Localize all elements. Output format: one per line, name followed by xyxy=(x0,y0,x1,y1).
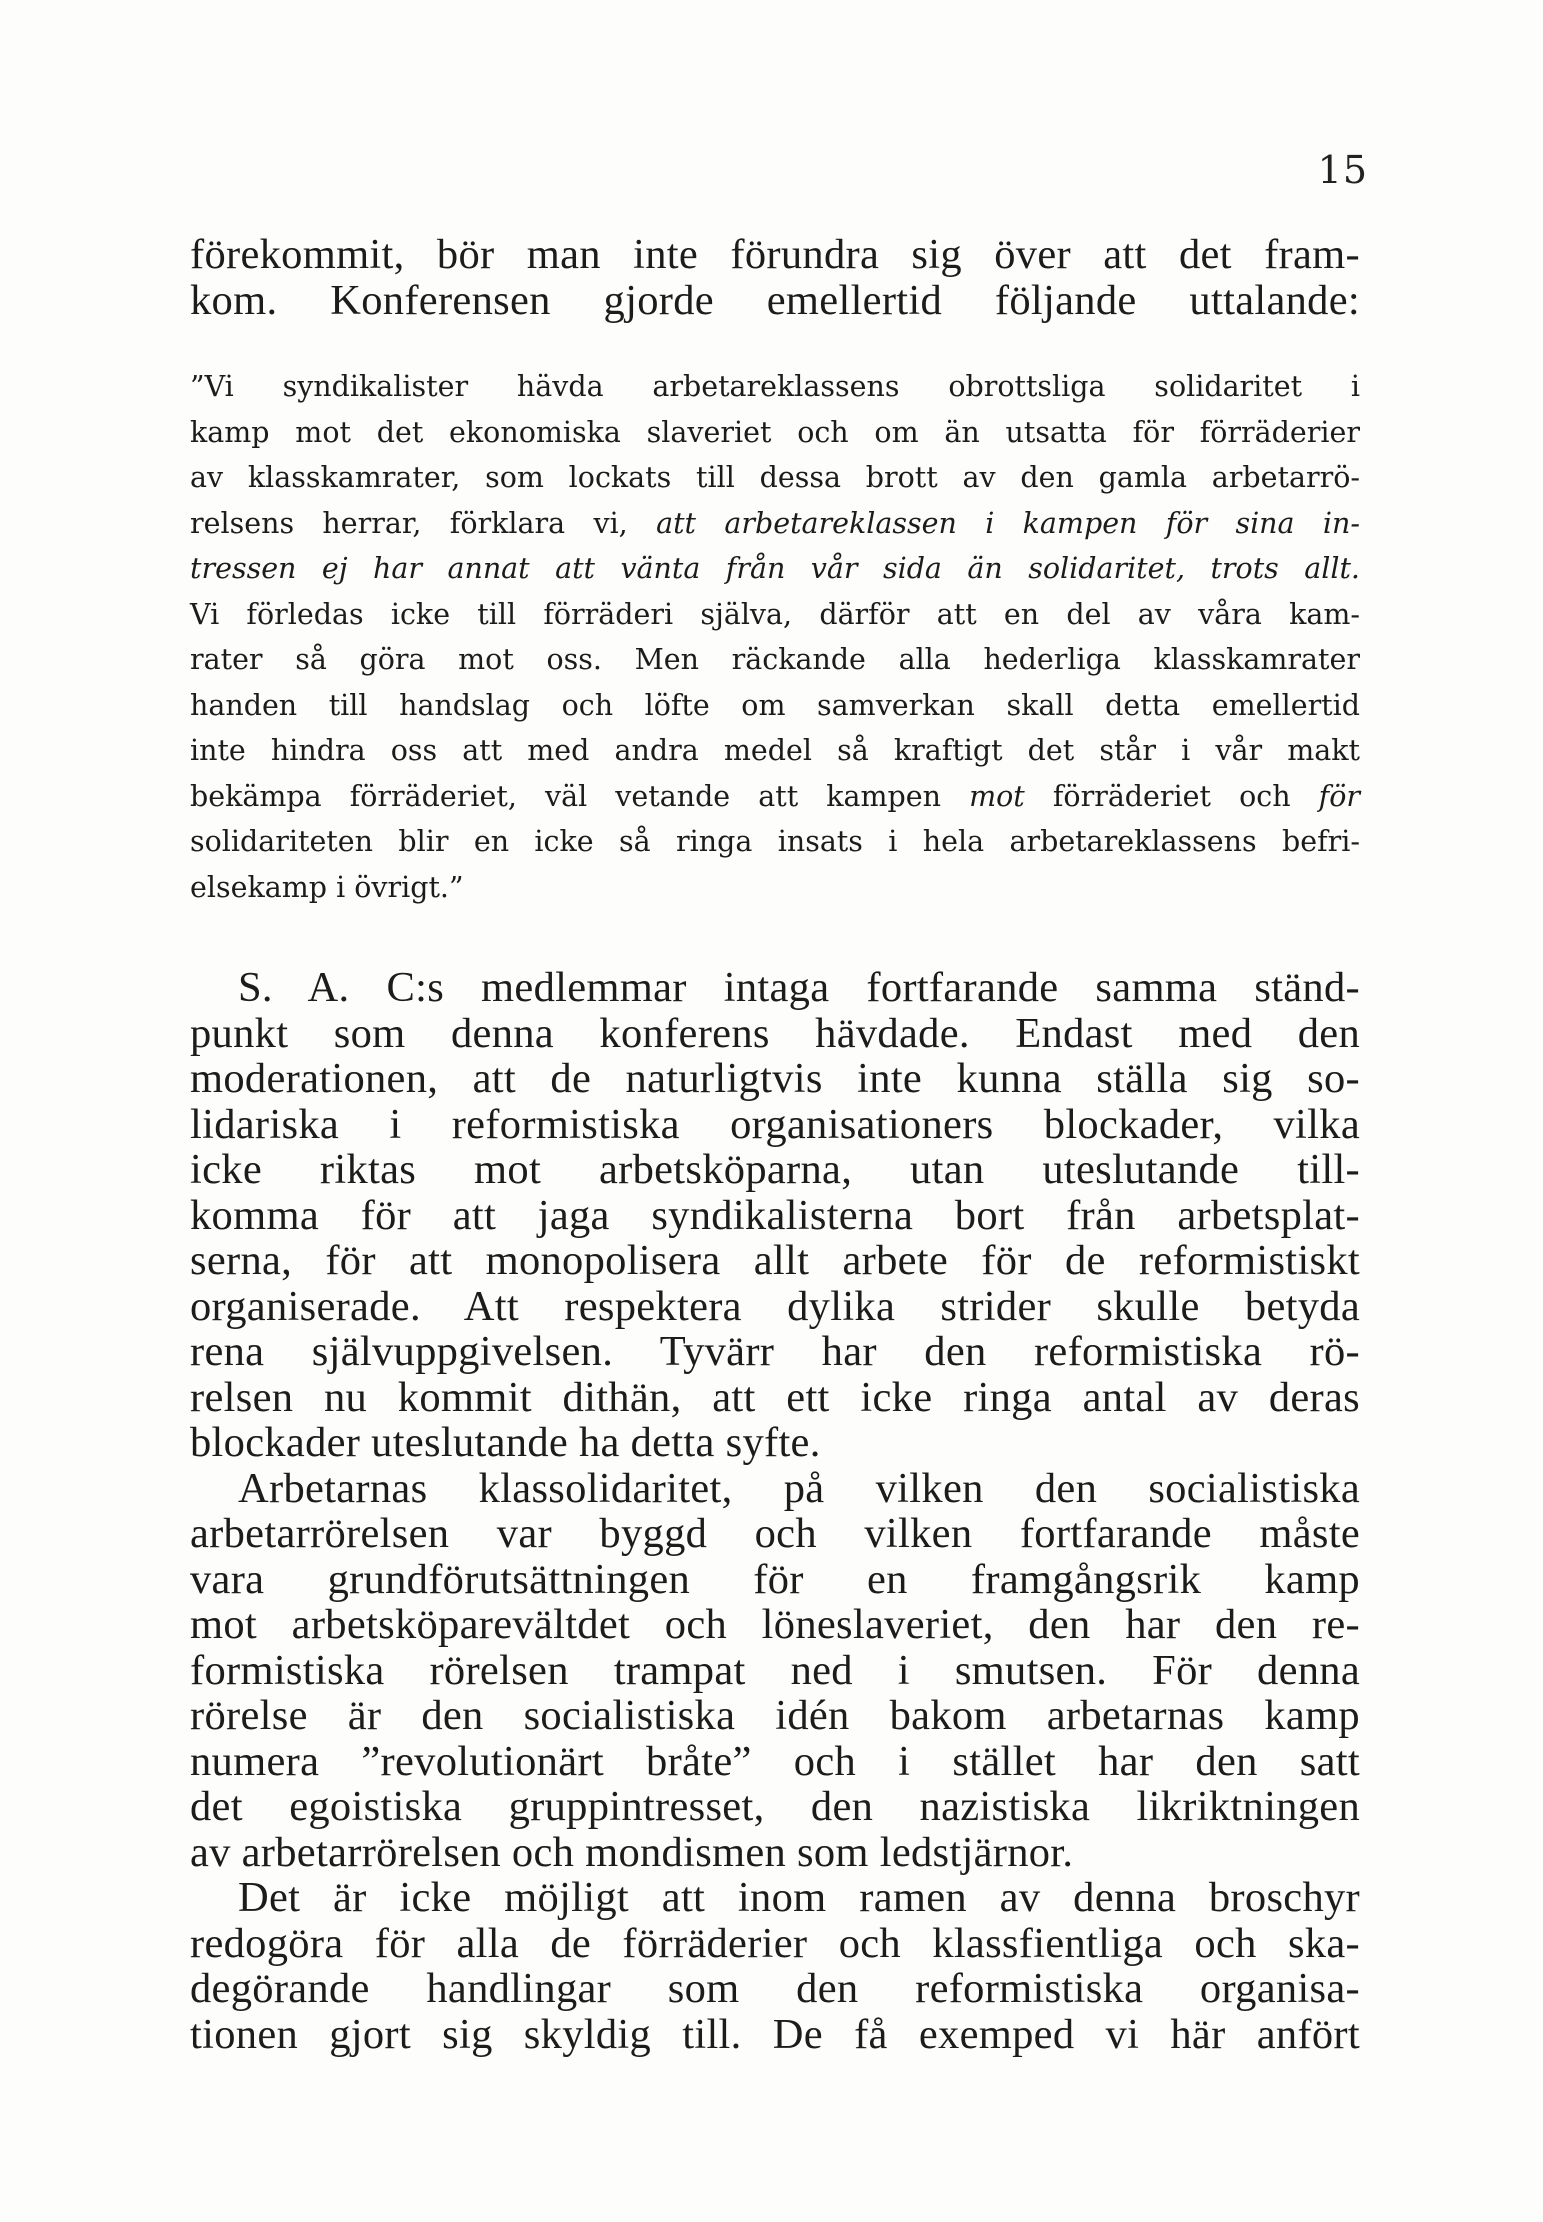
quote-emphasis: för xyxy=(1318,779,1360,813)
quote-line xyxy=(190,546,1360,592)
body-line: icke riktas mot arbetsköparna, utan uteslutande till- xyxy=(190,1146,1360,1193)
body-line: serna, för att monopolisera allt arbete för de reformistiskt xyxy=(190,1237,1360,1284)
body-line: det egoistiska gruppintresset, den nazistiska likriktningen xyxy=(190,1783,1360,1830)
quote-text: inte hindra oss att med andra medel så kraftigt det står i vår makt xyxy=(190,734,1360,767)
quote-text: relsens herrar, förklara vi, xyxy=(190,506,657,540)
quote-text: av klasskamrater, som lockats till dessa brott av den gamla arbetarrö- xyxy=(190,461,1360,494)
body-line: formistiska rörelsen trampat ned i smutsen. För denna xyxy=(190,1646,1360,1694)
body-line: komma för att jaga syndikalisterna bort från arbetsplat- xyxy=(190,1191,1360,1239)
body-line: redogöra för alla de förräderier och klassfientliga och ska- xyxy=(190,1919,1360,1967)
body-text xyxy=(190,965,1360,2057)
intro-paragraph xyxy=(190,232,1360,323)
body-line: Det är icke möjligt att inom ramen av denna broschyr xyxy=(238,1874,1360,1921)
body-line: tionen gjort sig skyldig till. De få exemped vi här anfört xyxy=(190,2010,1360,2058)
quote-line xyxy=(190,683,1360,729)
body-line: vara grundförutsättningen för en framgångsrik kamp xyxy=(190,1555,1360,1603)
quote-line xyxy=(190,455,1360,501)
page-number: 15 xyxy=(1317,148,1368,192)
body-line: moderationen, att de naturligtvis inte kunna ställa sig so- xyxy=(190,1055,1360,1102)
quote-line xyxy=(190,728,1360,774)
body-line: punkt som denna konferens hävdade. Endast med den xyxy=(190,1009,1360,1057)
quote-text: elsekamp i övrigt.” xyxy=(190,870,464,904)
quote-emphasis: mot xyxy=(969,779,1025,813)
quote-line xyxy=(190,865,1360,911)
body-line: degörande handlingar som den reformistiska organisa- xyxy=(190,1965,1360,2012)
quote-text: kamp mot det ekonomiska slaveriet och om än utsatta för förräderier xyxy=(190,415,1360,449)
body-line: blockader uteslutande ha detta syfte. xyxy=(190,1419,821,1466)
body-line: numera ”revolutionärt bråte” och i stället har den satt xyxy=(190,1737,1360,1785)
quote-text: ”Vi syndikalister hävda arbetareklassens obrottsliga solidaritet i xyxy=(190,370,1360,403)
quote-line xyxy=(190,819,1360,865)
body-line: rörelse är den socialistiska idén bakom arbetarnas kamp xyxy=(190,1692,1360,1739)
quote-line xyxy=(190,410,1360,456)
body-line: mot arbetsköparevältdet och löneslaveriet, den har den re- xyxy=(190,1601,1360,1648)
quote-text: förräderiet och xyxy=(1024,779,1319,813)
body-line: arbetarrörelsen var byggd och vilken fortfarande måste xyxy=(190,1510,1360,1557)
body-line: relsen nu kommit dithän, att ett icke ringa antal av deras xyxy=(190,1373,1360,1421)
quote-text: handen till handslag och löfte om samverkan skall detta emellertid xyxy=(190,688,1360,722)
body-line: S. A. C:s medlemmar intaga fortfarande samma ständ- xyxy=(238,964,1360,1011)
quote-line xyxy=(190,592,1360,638)
quote-text: Vi förledas icke till förräderi själva, därför att en del av våra kam- xyxy=(190,597,1360,631)
body-line: lidariska i reformistiska organisationers blockader, vilka xyxy=(190,1100,1360,1148)
quote-text: solidariteten blir en icke så ringa insats i hela arbetareklassens befri- xyxy=(190,825,1360,858)
intro-line: förekommit, bör man inte förundra sig över att det fram- xyxy=(190,231,1360,278)
quote-emphasis: att arbetareklassen i kampen för sina in- xyxy=(656,506,1360,540)
quote-emphasis: tressen ej har annat att vänta från vår sida än solidaritet, trots allt. xyxy=(190,552,1360,585)
intro-line: kom. Konferensen gjorde emellertid följande uttalande: xyxy=(190,276,1360,324)
body-line: av arbetarrörelsen och mondismen som ledstjärnor. xyxy=(190,1828,1074,1876)
body-line: organiserade. Att respektera dylika strider skulle betyda xyxy=(190,1282,1360,1330)
body-line: rena självuppgivelsen. Tyvärr har den reformistiska rö- xyxy=(190,1328,1360,1375)
quote-line xyxy=(190,637,1360,683)
quoted-statement xyxy=(190,364,1360,910)
quote-text: rater så göra mot oss. Men räckande alla hederliga klasskamrater xyxy=(190,643,1360,676)
quote-text: bekämpa förräderiet, väl vetande att kampen xyxy=(190,779,970,813)
quote-line xyxy=(190,501,1360,547)
body-line: Arbetarnas klassolidaritet, på vilken den socialistiska xyxy=(238,1464,1360,1512)
quote-line xyxy=(190,364,1360,410)
quote-line xyxy=(190,774,1360,820)
